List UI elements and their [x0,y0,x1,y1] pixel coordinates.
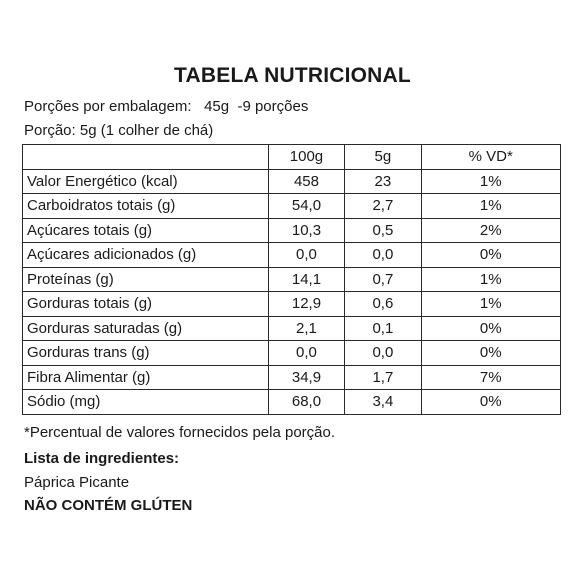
row-label: Açúcares adicionados (g) [23,243,269,268]
table-row [23,218,561,243]
row-per5: 3,4 [345,390,421,415]
row-label: Açúcares totais (g) [23,218,269,243]
row-label: Sódio (mg) [23,390,269,415]
row-vd: 7% [421,365,560,390]
row-per5: 2,7 [345,194,421,219]
row-per100: 0,0 [268,341,344,366]
row-vd: 0% [421,390,560,415]
table-row [23,365,561,390]
row-vd: 2% [421,218,560,243]
header-100g: 100g [268,145,344,170]
row-label: Gorduras saturadas (g) [23,316,269,341]
table-row [23,292,561,317]
table-row [23,267,561,292]
row-per5: 1,7 [345,365,421,390]
table-row [23,341,561,366]
row-label: Valor Energético (kcal) [23,169,269,194]
row-per5: 0,1 [345,316,421,341]
row-label: Gorduras trans (g) [23,341,269,366]
footnote: *Percentual de valores fornecidos pela porção. [24,424,336,441]
row-per100: 458 [268,169,344,194]
row-label: Gorduras totais (g) [23,292,269,317]
row-per100: 34,9 [268,365,344,390]
row-per100: 10,3 [268,218,344,243]
row-per100: 68,0 [268,390,344,415]
row-per5: 0,5 [345,218,421,243]
row-per5: 23 [345,169,421,194]
header-5g: 5g [345,145,421,170]
table-row [23,243,561,268]
row-per100: 2,1 [268,316,344,341]
row-vd: 0% [421,341,560,366]
row-per100: 54,0 [268,194,344,219]
nutrition-table [22,144,561,415]
table-row [23,316,561,341]
row-label: Fibra Alimentar (g) [23,365,269,390]
row-per100: 14,1 [268,267,344,292]
header-vd: % VD* [421,145,560,170]
gluten-notice: NÃO CONTÉM GLÚTEN [24,497,193,514]
portion-size: Porção: 5g (1 colher de chá) [24,122,214,139]
table-row [23,390,561,415]
table-row [23,194,561,219]
row-vd: 0% [421,316,560,341]
table-row [23,169,561,194]
row-per5: 0,0 [345,243,421,268]
ingredients-title: Lista de ingredientes: [24,450,180,467]
row-per100: 12,9 [268,292,344,317]
row-vd: 0% [421,243,560,268]
table-header-row [23,145,561,170]
page-title: TABELA NUTRICIONAL [174,64,411,87]
row-per5: 0,0 [345,341,421,366]
row-per5: 0,7 [345,267,421,292]
row-per100: 0,0 [268,243,344,268]
row-vd: 1% [421,194,560,219]
row-label: Carboidratos totais (g) [23,194,269,219]
row-per5: 0,6 [345,292,421,317]
row-label: Proteínas (g) [23,267,269,292]
servings-per-package: Porções por embalagem: 45g -9 porções [24,98,309,115]
header-label [23,145,269,170]
ingredients-list: Páprica Picante [24,474,130,491]
row-vd: 1% [421,292,560,317]
row-vd: 1% [421,169,560,194]
row-vd: 1% [421,267,560,292]
